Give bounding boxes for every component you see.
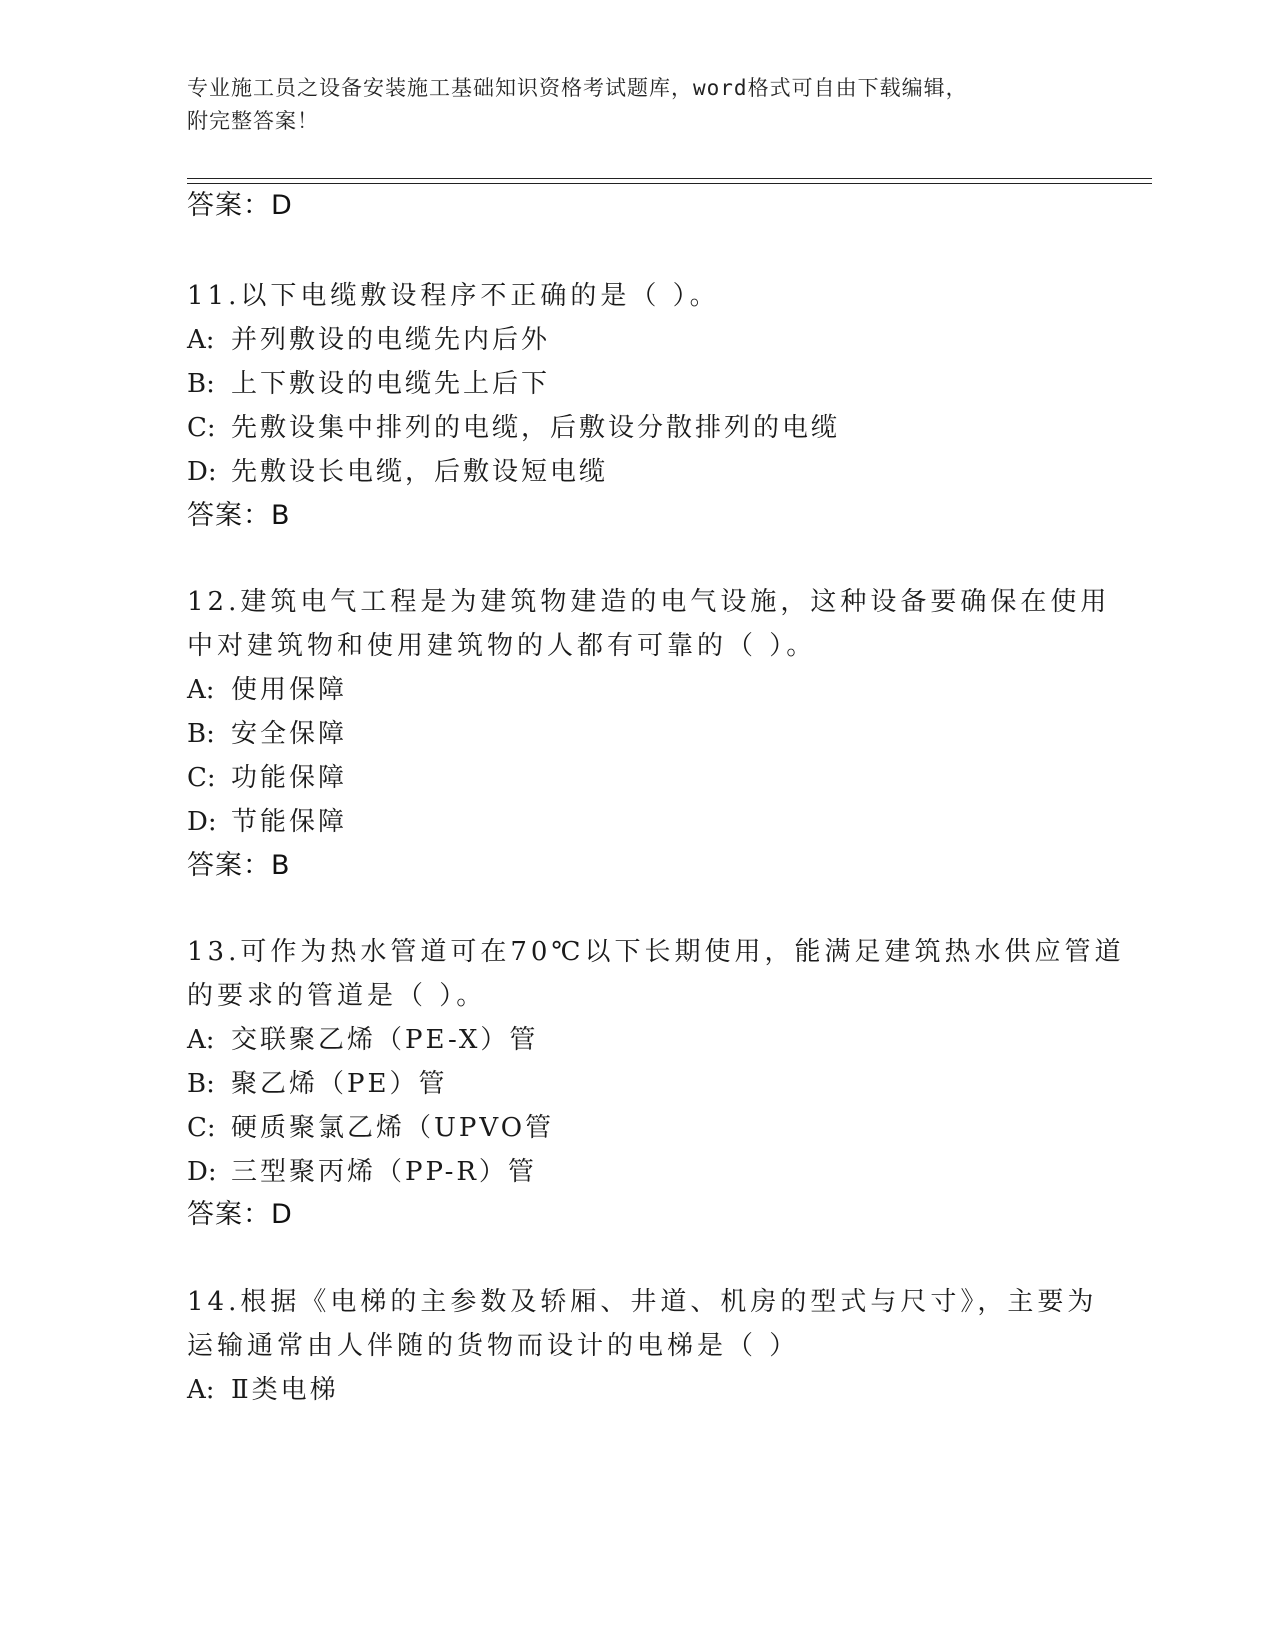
- answer-q13: 答案：D: [187, 1199, 293, 1230]
- header-line-1: 专业施工员之设备安装施工基础知识资格考试题库，word格式可自由下载编辑，: [187, 76, 968, 100]
- option-text: 上下敷设的电缆先上后下: [231, 369, 551, 399]
- option-letter: A:: [187, 675, 215, 705]
- option-letter: D:: [187, 457, 217, 487]
- option-letter: B:: [187, 1069, 215, 1099]
- question-13-option-d: [187, 1154, 537, 1190]
- question-11-option-a: [187, 322, 550, 358]
- document-header: [187, 72, 1067, 138]
- option-text: 先敷设集中排列的电缆，后敷设分散排列的电缆: [231, 413, 841, 443]
- option-text: 使用保障: [231, 675, 348, 705]
- question-13-text-line-2: 的要求的管道是（ ）。: [187, 981, 487, 1011]
- answer-q10: 答案：D: [187, 190, 293, 221]
- option-letter: A:: [187, 1025, 215, 1055]
- question-13-option-c: [187, 1110, 554, 1146]
- option-text: 先敷设长电缆，后敷设短电缆: [231, 457, 609, 487]
- option-letter: D:: [187, 1157, 217, 1187]
- option-letter: B:: [187, 369, 215, 399]
- header-divider-bottom: [187, 183, 1152, 184]
- option-letter: B:: [187, 719, 215, 749]
- answer-q12: 答案：B: [187, 850, 291, 881]
- question-14-option-a: [187, 1372, 339, 1408]
- option-text: 安全保障: [231, 719, 348, 749]
- question-12-option-d: [187, 804, 347, 840]
- question-13-option-a: [187, 1022, 538, 1058]
- option-letter: C:: [187, 1113, 216, 1143]
- option-text: 三型聚丙烯（PP-R）管: [231, 1157, 537, 1187]
- header-divider-top: [187, 178, 1152, 179]
- question-13-text-line-1: 13.可作为热水管道可在70℃以下长期使用，能满足建筑热水供应管道: [187, 937, 1125, 967]
- option-letter: A:: [187, 325, 215, 355]
- question-12-option-a: [187, 672, 347, 708]
- option-letter: C:: [187, 413, 216, 443]
- question-12-option-c: [187, 760, 347, 796]
- question-11-option-d: [187, 454, 608, 490]
- option-letter: A:: [187, 1375, 215, 1405]
- option-text: 交联聚乙烯（PE-X）管: [231, 1025, 539, 1055]
- question-11-text: 11.以下电缆敷设程序不正确的是（ ）。: [187, 281, 720, 311]
- option-text: 聚乙烯（PE）管: [231, 1069, 448, 1099]
- option-letter: C:: [187, 763, 216, 793]
- question-12-text-line-2: 中对建筑物和使用建筑物的人都有可靠的（ ）。: [187, 631, 817, 661]
- question-11-option-b: [187, 366, 550, 402]
- answer-q11: 答案：B: [187, 500, 291, 531]
- header-line-2: 附完整答案！: [187, 109, 319, 133]
- question-12-text-line-1: 12.建筑电气工程是为建筑物建造的电气设施，这种设备要确保在使用: [187, 587, 1111, 617]
- option-text: Ⅱ类电梯: [231, 1375, 339, 1405]
- question-13-option-b: [187, 1066, 447, 1102]
- option-text: 并列敷设的电缆先内后外: [231, 325, 551, 355]
- option-letter: D:: [187, 807, 217, 837]
- option-text: 节能保障: [231, 807, 348, 837]
- question-14-text-line-1: 14.根据《电梯的主参数及轿厢、井道、机房的型式与尺寸》，主要为: [187, 1287, 1098, 1317]
- option-text: 硬质聚氯乙烯（UPVO管: [231, 1113, 555, 1143]
- option-text: 功能保障: [231, 763, 348, 793]
- question-12-option-b: [187, 716, 347, 752]
- question-11-option-c: [187, 410, 840, 446]
- question-14-text-line-2: 运输通常由人伴随的货物而设计的电梯是（ ）: [187, 1331, 800, 1361]
